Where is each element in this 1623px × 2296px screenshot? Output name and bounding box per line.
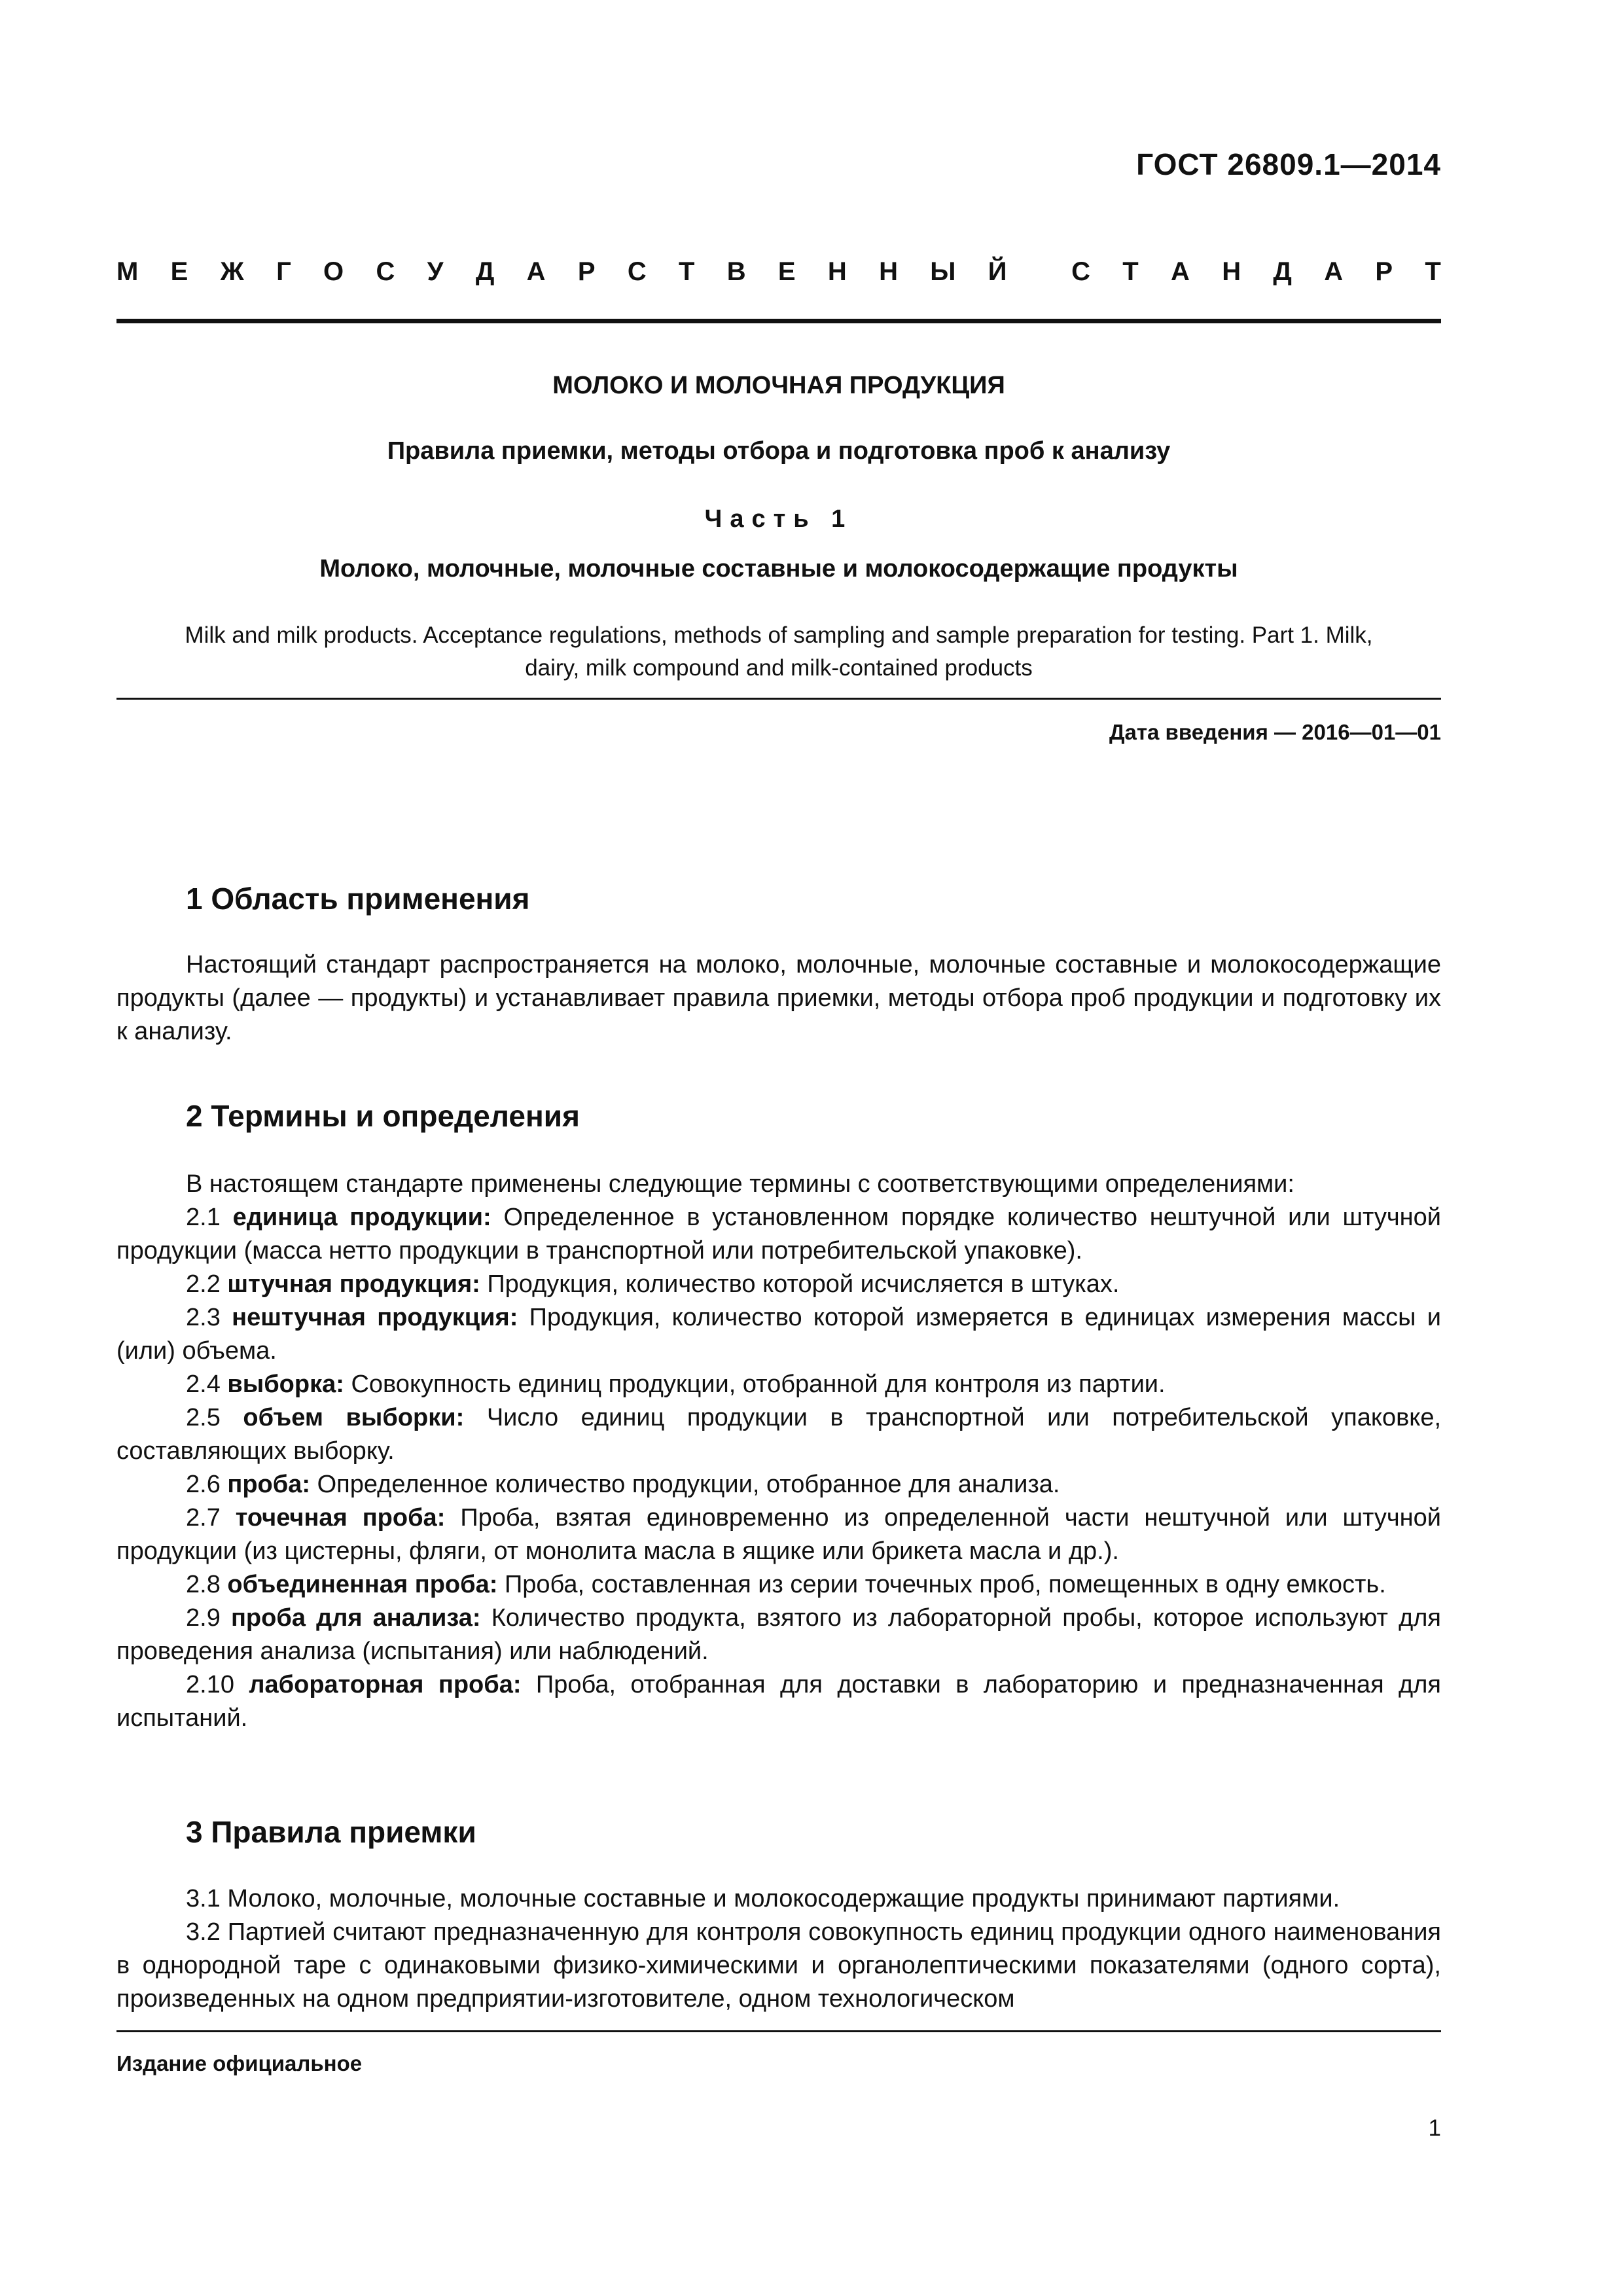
term-number: 2.5 xyxy=(186,1404,221,1431)
term-number: 2.6 xyxy=(186,1471,221,1498)
term-number: 2.8 xyxy=(186,1571,221,1598)
section-heading: 1 Область применения xyxy=(186,882,530,916)
section-heading: 2 Термины и определения xyxy=(186,1099,580,1133)
section-body xyxy=(116,1168,1441,1735)
term-text: Количество продукта, взятого из лабораторной пробы, которое используют для проведения анализа (испытания) или наблюдений. xyxy=(116,1604,1442,1665)
term-text: Определенное в установленном порядке количество нештучной или штучной продукции (масса нетто продукции в транспортной или потребительской упаковке). xyxy=(116,1204,1441,1265)
term-text: Число единиц продукции в транспортной или потребительской упаковке, составляющих выборку. xyxy=(116,1404,1442,1465)
term-name: проба для анализа: xyxy=(230,1604,481,1632)
term-number: 2.7 xyxy=(186,1504,221,1532)
term-number: 2.9 xyxy=(186,1604,221,1632)
term-name: нештучная продукция: xyxy=(232,1304,518,1331)
term-definition xyxy=(116,1468,1441,1501)
banner-letter: Н xyxy=(1222,257,1241,286)
paragraph: 3.2 Партией считают предназначенную для контроля совокупность единиц продукции одного наименования в однородной таре с одинаковыми физико-химическими и органолептическими показателями (одного сорта), произведенных на одном предприятии-изготовителе, одном технологическом xyxy=(116,1918,1441,2013)
page-number: 1 xyxy=(1428,2115,1441,2141)
banner-letter: Д xyxy=(475,257,495,286)
term-name: единица продукции: xyxy=(232,1204,491,1231)
term-number: 2.2 xyxy=(186,1270,221,1298)
document-subtitle: Правила приемки, методы отбора и подготовка проб к анализу xyxy=(387,437,1171,465)
term-text: Проба, составленная из серии точечных проб, помещенных в одну емкость. xyxy=(504,1571,1386,1598)
banner-letter: Г xyxy=(276,257,291,286)
interstate-standard-banner xyxy=(116,257,1441,287)
banner-letter: Р xyxy=(577,257,596,286)
banner-letter: Н xyxy=(879,257,898,286)
banner-letter: Д xyxy=(1273,257,1292,286)
banner-letter: Е xyxy=(170,257,188,286)
term-name: лабораторная проба: xyxy=(249,1671,522,1698)
banner-letter: Й xyxy=(988,257,1007,286)
term-name: объединенная проба: xyxy=(227,1571,498,1598)
banner-letter: Р xyxy=(1375,257,1393,286)
banner-letter: Н xyxy=(827,257,847,286)
term-text: Продукция, количество которой исчисляется в штуках. xyxy=(487,1270,1120,1298)
section-body xyxy=(116,948,1441,1049)
banner-letter: Ж xyxy=(220,257,244,286)
english-title-line: dairy, milk compound and milk-contained products xyxy=(525,655,1033,681)
banner-letter: А xyxy=(1171,257,1190,286)
banner-letter: С xyxy=(376,257,395,286)
banner-letter: Т xyxy=(1122,257,1139,286)
term-text: Совокупность единиц продукции, отобранной для контроля из партии. xyxy=(351,1371,1166,1398)
banner-letter: А xyxy=(1324,257,1344,286)
term-number: 2.3 xyxy=(186,1304,221,1331)
banner-letter: С xyxy=(1071,257,1090,286)
term-definition xyxy=(116,1401,1441,1468)
term-definition xyxy=(116,1301,1441,1368)
banner-letter: У xyxy=(427,257,444,286)
title-divider xyxy=(116,698,1441,700)
term-definition xyxy=(116,1602,1441,1668)
banner-letter: О xyxy=(323,257,344,286)
banner-letter: Т xyxy=(1425,257,1441,286)
part-title: Молоко, молочные, молочные составные и молокосодержащие продукты xyxy=(319,555,1238,583)
term-text: Определенное количество продукции, отобранное для анализа. xyxy=(317,1471,1060,1498)
banner-letter: Ы xyxy=(930,257,956,286)
paragraph: В настоящем стандарте применены следующие термины с соответствующими определениями: xyxy=(186,1170,1294,1198)
english-title-line: Milk and milk products. Acceptance regulations, methods of sampling and sample preparation for testing. Part 1. Milk, xyxy=(185,622,1373,648)
term-text: Проба, взятая единовременно из определенной части нештучной или штучной продукции (из цистерны, фляги, от монолита масла в ящике или брикета масла и др.). xyxy=(116,1504,1441,1565)
banner-letter: Т xyxy=(679,257,695,286)
introduction-date: Дата введения — 2016—01—01 xyxy=(1109,720,1441,744)
term-text: Продукция, количество которой измеряется в единицах измерения массы и (или) объема. xyxy=(116,1304,1441,1365)
term-text: Проба, отобранная для доставки в лабораторию и предназначенная для испытаний. xyxy=(116,1671,1441,1732)
paragraph: Настоящий стандарт распространяется на молоко, молочные, молочные составные и молокосодержащие продукты (далее — продукты) и устанавливает правила приемки, методы отбора проб продукции и подготовку их к анализу. xyxy=(116,951,1441,1045)
standard-number: ГОСТ 26809.1—2014 xyxy=(1136,147,1441,181)
term-definition xyxy=(116,1368,1441,1401)
document-title: МОЛОКО И МОЛОЧНАЯ ПРОДУКЦИЯ xyxy=(552,372,1005,399)
term-name: объем выборки: xyxy=(243,1404,465,1431)
term-name: выборка: xyxy=(227,1371,344,1398)
term-number: 2.1 xyxy=(186,1204,221,1231)
part-label: Часть 1 xyxy=(704,505,853,533)
banner-letter: Е xyxy=(777,257,796,286)
term-definition xyxy=(116,1568,1441,1602)
term-definition xyxy=(116,1501,1441,1568)
section-heading: 3 Правила приемки xyxy=(186,1815,476,1849)
banner-letter: В xyxy=(726,257,746,286)
term-definition xyxy=(116,1268,1441,1301)
banner-letter: С xyxy=(627,257,647,286)
footer-divider xyxy=(116,2030,1441,2032)
term-number: 2.10 xyxy=(186,1671,234,1698)
term-definition xyxy=(116,1668,1441,1735)
banner-letter: М xyxy=(116,257,139,286)
term-name: проба: xyxy=(227,1471,311,1498)
term-number: 2.4 xyxy=(186,1371,221,1398)
banner-letter: А xyxy=(526,257,546,286)
section-body xyxy=(116,1882,1441,2016)
paragraph: 3.1 Молоко, молочные, молочные составные и молокосодержащие продукты принимают партиями. xyxy=(186,1885,1340,1912)
term-name: точечная проба: xyxy=(235,1504,446,1532)
term-name: штучная продукция: xyxy=(227,1270,480,1298)
header-divider xyxy=(116,319,1441,323)
term-definition xyxy=(116,1201,1441,1268)
official-edition-note: Издание официальное xyxy=(116,2051,363,2075)
english-title xyxy=(116,619,1441,685)
